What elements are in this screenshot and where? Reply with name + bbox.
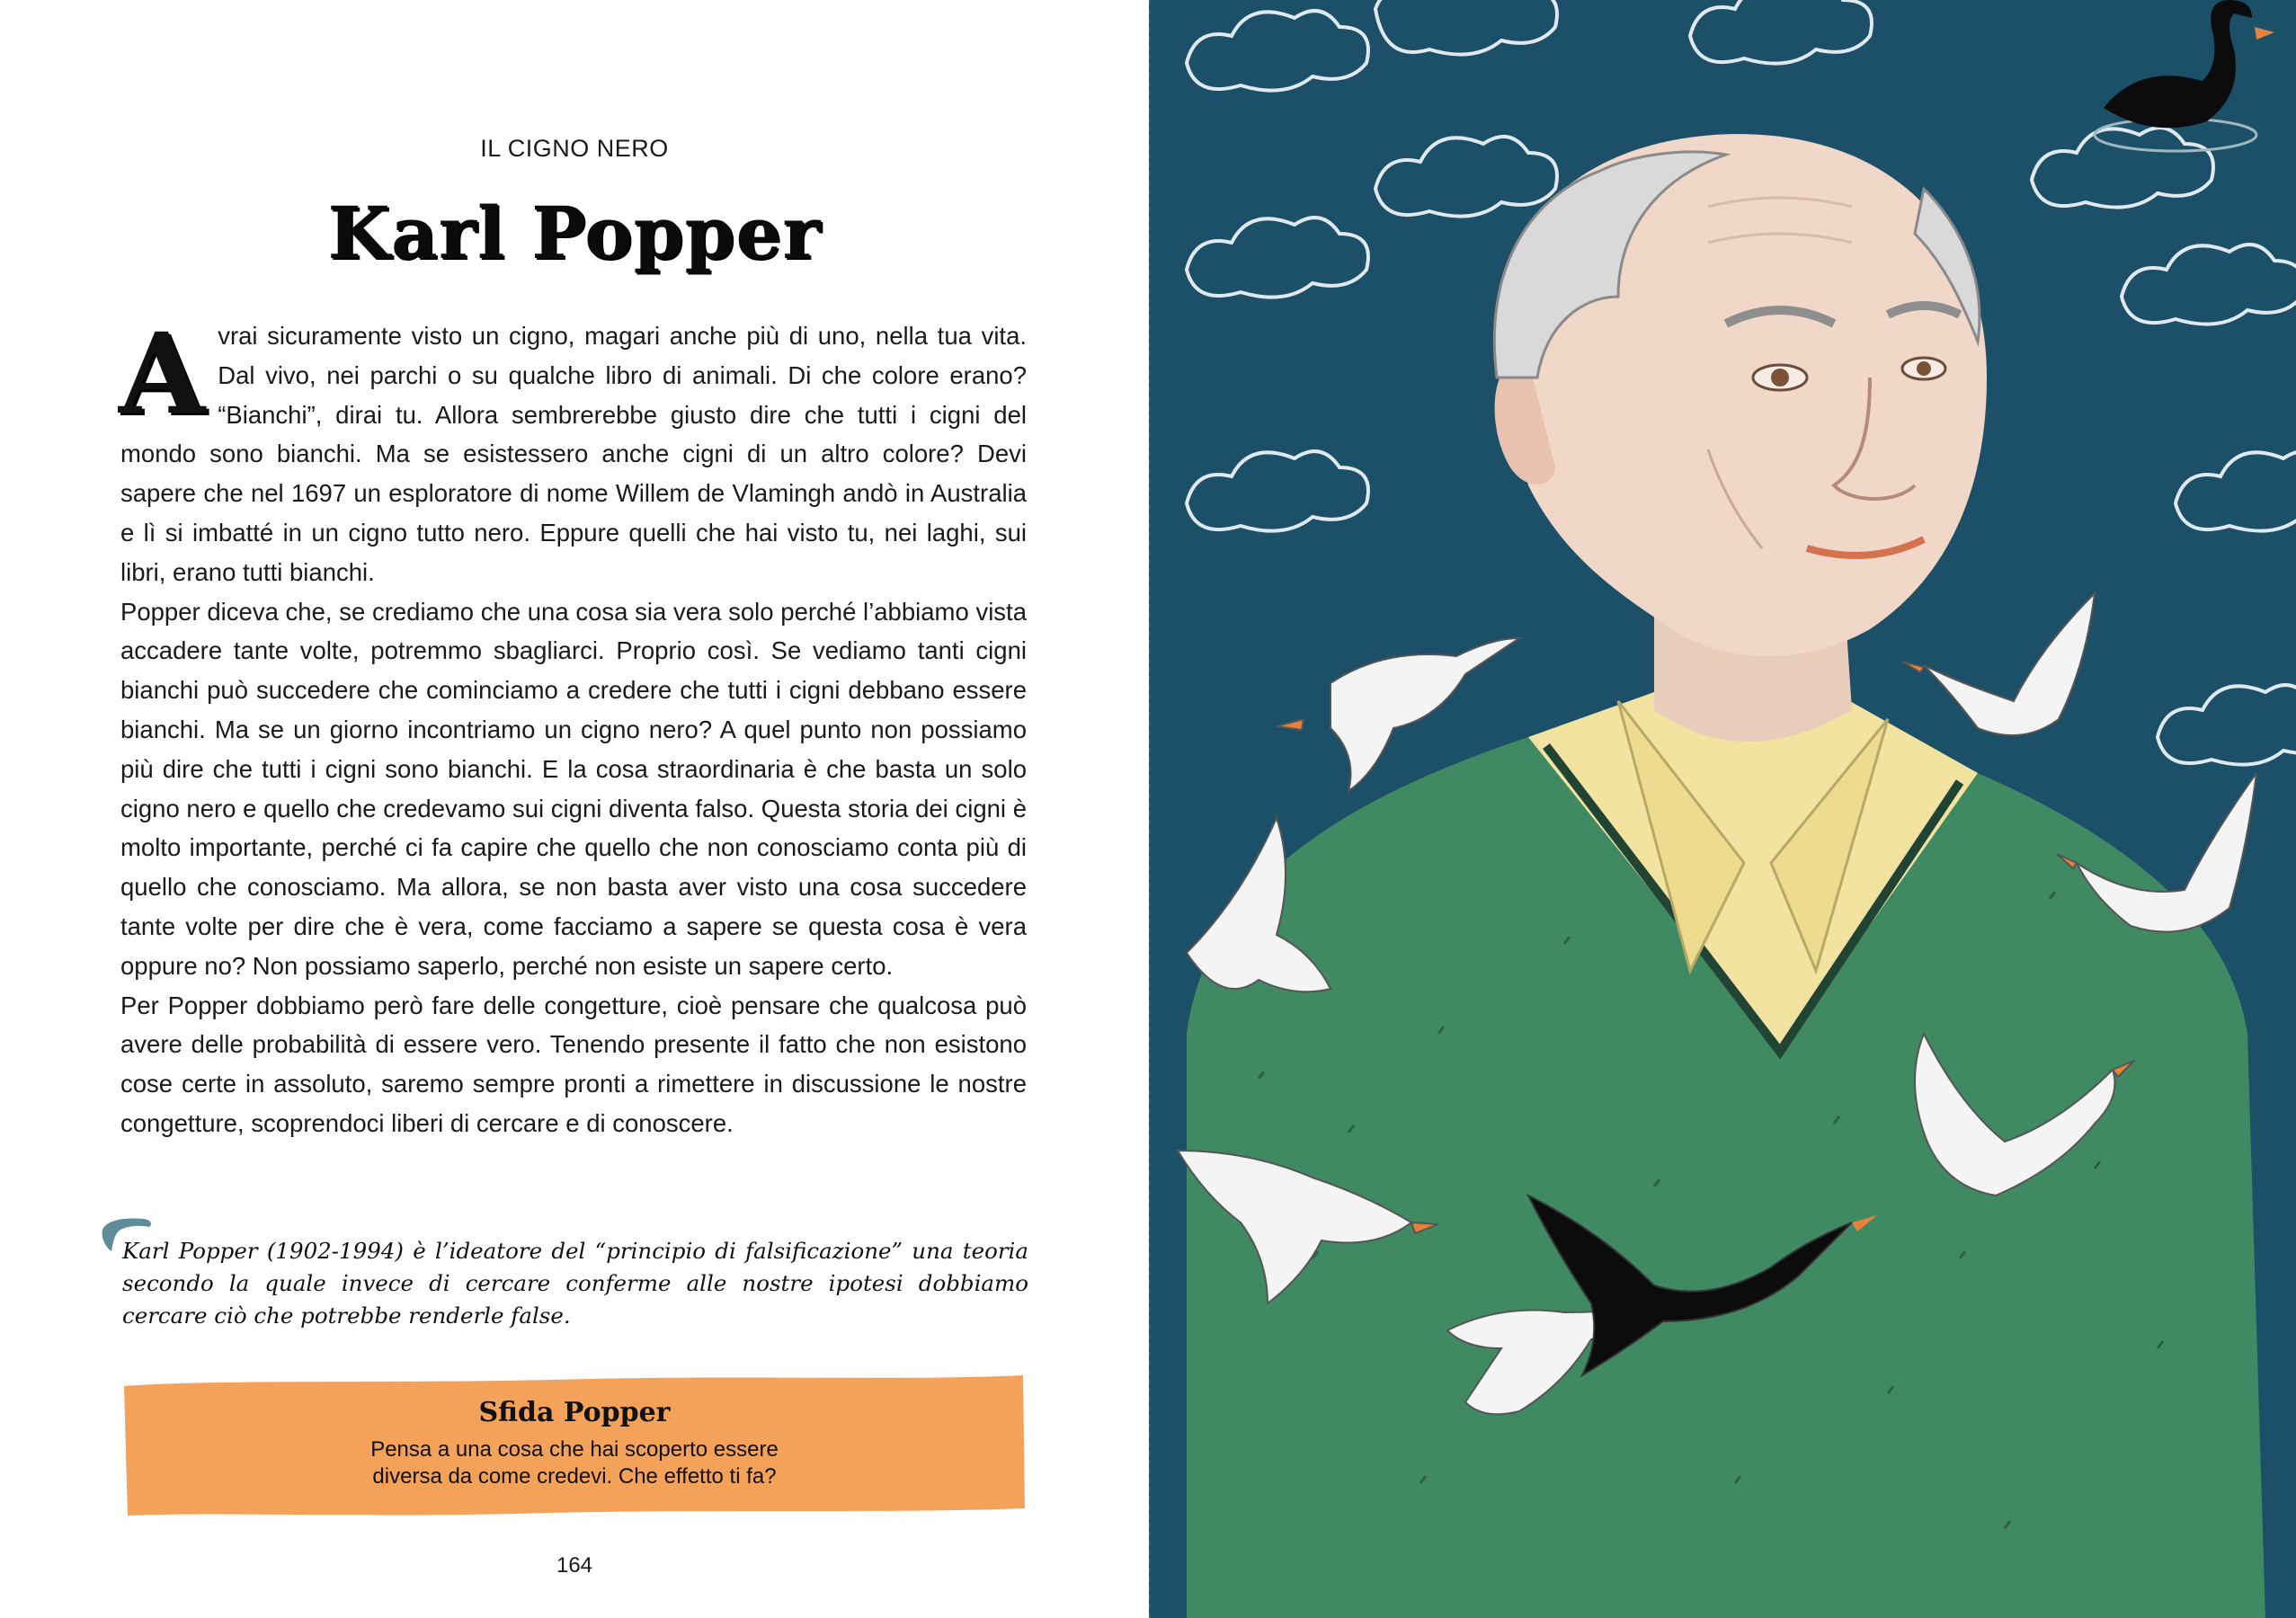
body-paragraph: Popper diceva che, se crediamo che una cosa sia vera solo perché l’abbiamo vista accadere tante volte, potremmo sbagliarci. Proprio così. Se vediamo tanti cigni bianchi può succedere che cominciamo a credere che tutti i cigni debbano essere bianchi. Ma se un giorno incontriamo un cigno nero? A quel punto non possiamo più dire che tutti i cigni sono bianchi. E la cosa straordinaria è che basta un solo cigno nero e quello che credevamo sui cigni diventa falso. Questa storia dei cigni è molto importante, perché ci fa capire che quello che non conosciamo conta più di quello che conosciamo. Ma allora, se non basta aver visto una cosa succedere tante volte per dire che è vera, come facciamo a sapere se questa cosa è vera oppure no? Non possiamo saperlo, perché non esiste un sapere certo. <box>120 597 1027 980</box>
cloud-icon <box>2176 451 2296 531</box>
cloud-icon <box>1187 11 1368 91</box>
illustration-page <box>1149 0 2296 1618</box>
cloud-icon <box>1187 451 1368 531</box>
challenge-title: Sfida Popper <box>478 1397 671 1428</box>
drop-cap: A <box>119 309 206 440</box>
cloud-icon <box>1375 0 1557 55</box>
body-paragraph: Per Popper dobbiamo però fare delle congetture, cioè pensare che qualcosa può avere delle probabilità di essere vero. Tenendo presente il fatto che non esistono cose certe in assoluto, saremo sempre pronti a rimettere in discussione le nostre congetture, scoprendoci liberi di cercare e di conoscere. <box>120 991 1027 1137</box>
cloud-icon <box>2158 685 2296 765</box>
biography-quote: Karl Popper (1902-1994) è l’ideatore del “principio di falsificazione” una teoria secondo la quale invece di cercare conferme alle nostre ipotesi dobbiamo cercare ciò che potrebbe renderle false. <box>122 1238 1028 1329</box>
cloud-icon <box>2122 244 2296 324</box>
section-label: IL CIGNO NERO <box>480 135 669 162</box>
cloud-icon <box>1690 0 1872 64</box>
page-number: 164 <box>556 1553 593 1578</box>
portrait-illustration <box>1151 0 2296 1618</box>
challenge-line: Pensa a una cosa che hai scoperto essere <box>370 1437 779 1462</box>
body-paragraph: vrai sicuramente visto un cigno, magari anche più di uno, nella tua vita. Dal vivo, nei parchi o su qualche libro di animali. Di che colore erano? “Bianchi”, dirai tu. Allora sembrerebbe giusto dire che tutti i cigni del mondo sono bianchi. Ma se esistessero anche cigni di un altro colore? Devi sapere che nel 1697 un esploratore di nome Willem de Vlamingh andò in Australia e lì si imbatté in un cigno tutto nero. Eppure quelli che hai visto tu, nei laghi, sui libri, erano tutti bianchi. <box>120 322 1027 586</box>
challenge-line: diversa da come credevi. Che effetto ti fa? <box>372 1464 777 1489</box>
cloud-icon <box>2032 128 2213 208</box>
body-text <box>119 309 1027 1143</box>
cloud-icon <box>1187 218 1368 298</box>
challenge-box <box>120 1374 1028 1517</box>
challenge-text <box>120 1436 1028 1490</box>
cloud-icon <box>1375 137 1557 217</box>
white-swan-icon <box>1902 593 2095 735</box>
page-title: Karl Popper <box>327 191 822 275</box>
